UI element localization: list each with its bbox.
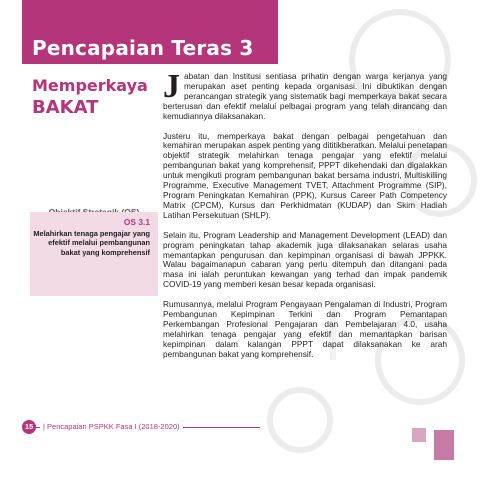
paragraph-3: Selain itu, Program Leadership and Management Development (LEAD) dan program peningkatan tahap akademik juga dilaksanakan selaras usaha memantapkan pengurusan dan kepimpinan organisasi di bawah JPPKK. Walau bagaimanapun cabaran yang perlu ditempuh dan ditangani pada masa ini ialah peruntukan kewangan yang terhad dan impak pandemik COVID-19 yang memberi kesan besar kepada organisasi. (163, 229, 447, 290)
drop-cap: J (163, 68, 180, 105)
objective-text: Melahirkan tenaga pengajar yang efektif melalui pembangunan bakat yang komprehensif (33, 228, 150, 257)
section-heading-line2: BAKAT (32, 97, 99, 118)
page-title: Pencapaian Teras 3 (32, 36, 254, 60)
corner-decoration (434, 430, 454, 460)
objective-code: OS 3.1 (123, 217, 150, 227)
section-heading (32, 76, 148, 120)
paragraph-2: Justeru itu, memperkaya bakat dengan pelbagai pengetahuan dan kemahiran merupakan aspek penting yang dititikberatkan. Melalui penetapan objektif strategik melahirkan tenaga pengajar yang efektif melalui pembangunan bakat yang komprehensif, PPPT dikehendaki dan digalakkan untuk mengikuti program pembangunan bakat bersama industri, Multiskilling Programme, Executive Management TVET, Attachment Programme (SIP), Program Peningkatan Kemahiran (PPK), Kursus Career Path Competency Matrix (CPCM), Kursus dan Perkhidmatan (KUDAP) dan Skim Hadiah Latihan Persekutuan (SHLP). (163, 130, 447, 220)
body-text (163, 68, 447, 370)
paragraph-1 (163, 68, 447, 122)
paragraph-4: Rumusannya, melalui Program Pengayaan Pengalaman di Industri, Program Pembangunan Kepimpinan Terkini dan Program Pemantapan Perkembangan Profesional Pengajaran dan Pembelajaran 4.0, usaha melahirkan tenaga pengajar yang efektif dan memantapkan barisan kepimpinan dalam kalangan PPPT dapat dilaksanakan ke arah pembangunan bakat yang komprehensif. (163, 299, 447, 359)
page-footer (0, 417, 480, 437)
page-number: 15 (22, 420, 36, 434)
section-heading-line1: Memperkaya (32, 76, 148, 95)
paragraph-1-text: abatan dan Institusi sentiasa prihatin dengan warga kerjanya yang merupakan aset penting kepada organisasi. Ini dibuktikan dengan perancangan strategik yang sistematik bagi memperkaya bakat secara berterusan dan efektif melalui pelbagai program yang telah dirancang dan kemudiannya dilaksanakan. (163, 71, 447, 121)
footer-text: | Pencapaian PSPKK Fasa I (2018-2020) (40, 422, 183, 431)
objective-box (30, 212, 158, 296)
corner-decoration-small (412, 428, 426, 442)
